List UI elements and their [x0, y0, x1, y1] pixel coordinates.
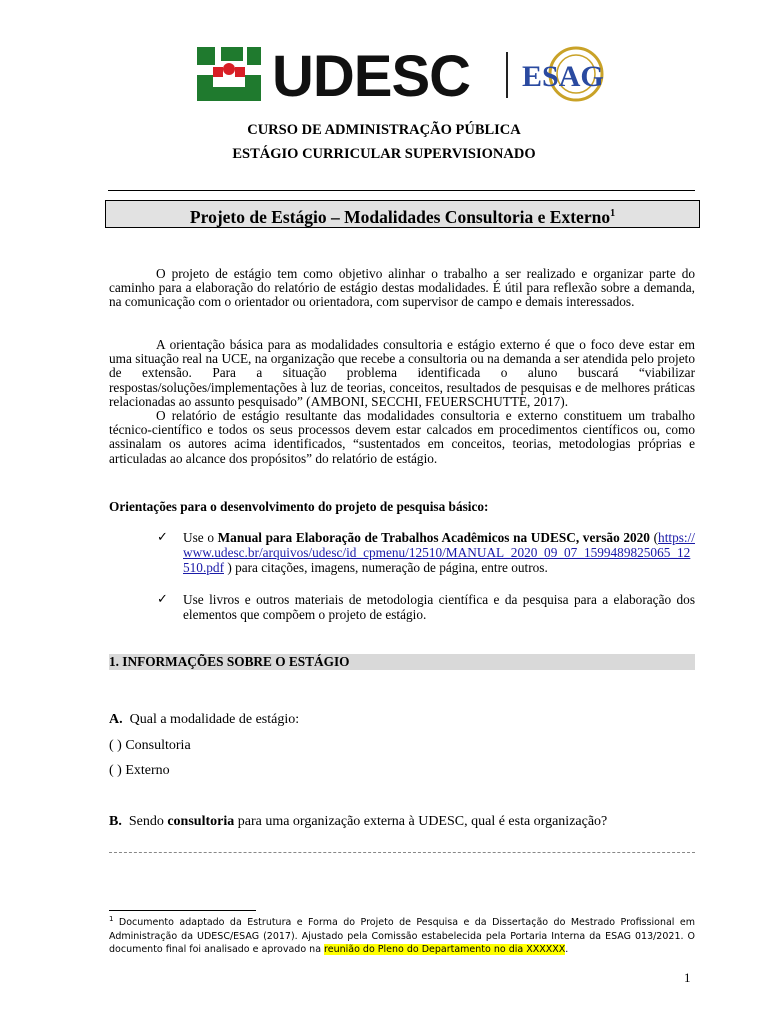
- item1-suffix: ) para citações, imagens, numeração de página, entre outros.: [224, 560, 548, 575]
- section-heading: 1. INFORMAÇÕES SOBRE O ESTÁGIO: [109, 654, 695, 670]
- item1-open: (: [649, 530, 659, 545]
- divider: [108, 190, 695, 191]
- header-logo: [188, 34, 648, 116]
- footnote-text: Documento adaptado da Estrutura e Forma do Projeto de Pesquisa e da Dissertação do Mestrado Profissional em Administração da UDESC/ESAG (2017). Ajustado pela Comissão estabelecida pela Portaria Interna da ESAG 013/2021. O documento final foi analisado e aprovado na: [109, 917, 695, 956]
- logo-divider: [506, 52, 508, 98]
- intro-paragraph-3: O relatório de estágio resultante das modalidades consultoria e externo constituem um trabalho técnico-científico e todos os seus processos devem estar calcados em procedimentos científicos ou, como assinalam os autores acima identificados, “sustentados em conceitos, teorias, metodologias próprias e articuladas ao alcance dos propósitos” do relatório de estágio.: [109, 408, 695, 466]
- question-b-pre: Sendo: [128, 814, 168, 829]
- guidelines-heading: Orientações para o desenvolvimento do projeto de pesquisa básico:: [109, 499, 489, 514]
- page-number: 1: [684, 970, 691, 985]
- course-name: CURSO DE ADMINISTRAÇÃO PÚBLICA: [247, 122, 521, 138]
- item1-manual-title: Manual para Elaboração de Trabalhos Acadêmicos na UDESC, versão 2020: [217, 530, 650, 545]
- footnote-rule: [109, 910, 256, 911]
- question-a-label: A.: [109, 712, 123, 727]
- footnote-end: .: [565, 944, 569, 956]
- question-b-post: para uma organização externa à UDESC, qual é esta organização?: [234, 814, 608, 829]
- udesc-logo-text: UDESC: [272, 44, 471, 109]
- intro-paragraph-2: A orientação básica para as modalidades consultoria e estágio externo é que o foco deve estar em uma situação real na UCE, na organização que recebe a consultoria ou na demanda a ser atendida pelo projeto de extensão. Para a situação problema identificada o aluno buscará “viabilizar respostas/soluções/implementações à luz de teorias, conceitos, resultados de pesquisas e de melhores práticas relacionadas ao assunto pesquisado” (AMBONI, SECCHI, FEUERSCHUTTE, 2017).: [109, 337, 695, 409]
- esag-logo-icon: [518, 44, 610, 108]
- answer-line[interactable]: [109, 852, 695, 853]
- question-b-bold: consultoria: [167, 814, 235, 829]
- checkmark-icon: ✓: [157, 591, 168, 606]
- udesc-emblem-icon: [193, 45, 265, 103]
- checkmark-icon: ✓: [157, 529, 168, 544]
- option-consultoria[interactable]: ( ) Consultoria: [109, 738, 191, 753]
- document-title: [105, 200, 700, 228]
- item1-prefix: Use o: [183, 530, 218, 545]
- intro-paragraph-1: O projeto de estágio tem como objetivo alinhar o trabalho a ser realizado e organizar parte do caminho para a elaboração do relatório de estágio destas modalidades. É útil para reflexão sobre a demanda, na comunicação com o orientador ou orientadora, com supervisor de campo e demais interessados.: [109, 266, 695, 310]
- footnote-highlight: reunião do Pleno do Departamento no dia XXXXXX: [324, 944, 566, 956]
- manual-link[interactable]: https://www.udesc.br/arquivos/udesc/id_cpmenu/12510/MANUAL_2020_09_07_1599489825065_12510.pdf: [183, 530, 695, 575]
- footnote: [109, 913, 695, 957]
- option-externo[interactable]: ( ) Externo: [109, 763, 170, 778]
- guideline-item-2: Use livros e outros materiais de metodologia científica e da pesquisa para a elaboração dos elementos que compõem o projeto de estágio.: [183, 592, 695, 622]
- footnote-mark: 1: [109, 915, 114, 923]
- question-b: [109, 814, 607, 830]
- title-text: Projeto de Estágio – Modalidades Consultoria e Externo: [189, 206, 611, 227]
- title-footnote-mark: 1: [610, 208, 616, 219]
- question-a-text: Qual a modalidade de estágio:: [129, 712, 300, 727]
- course-subtitle: ESTÁGIO CURRICULAR SUPERVISIONADO: [232, 146, 536, 162]
- svg-text:ESAG: ESAG: [522, 60, 604, 93]
- question-a: [109, 712, 299, 728]
- guideline-item-1: [183, 530, 695, 575]
- question-b-label: B.: [109, 814, 122, 829]
